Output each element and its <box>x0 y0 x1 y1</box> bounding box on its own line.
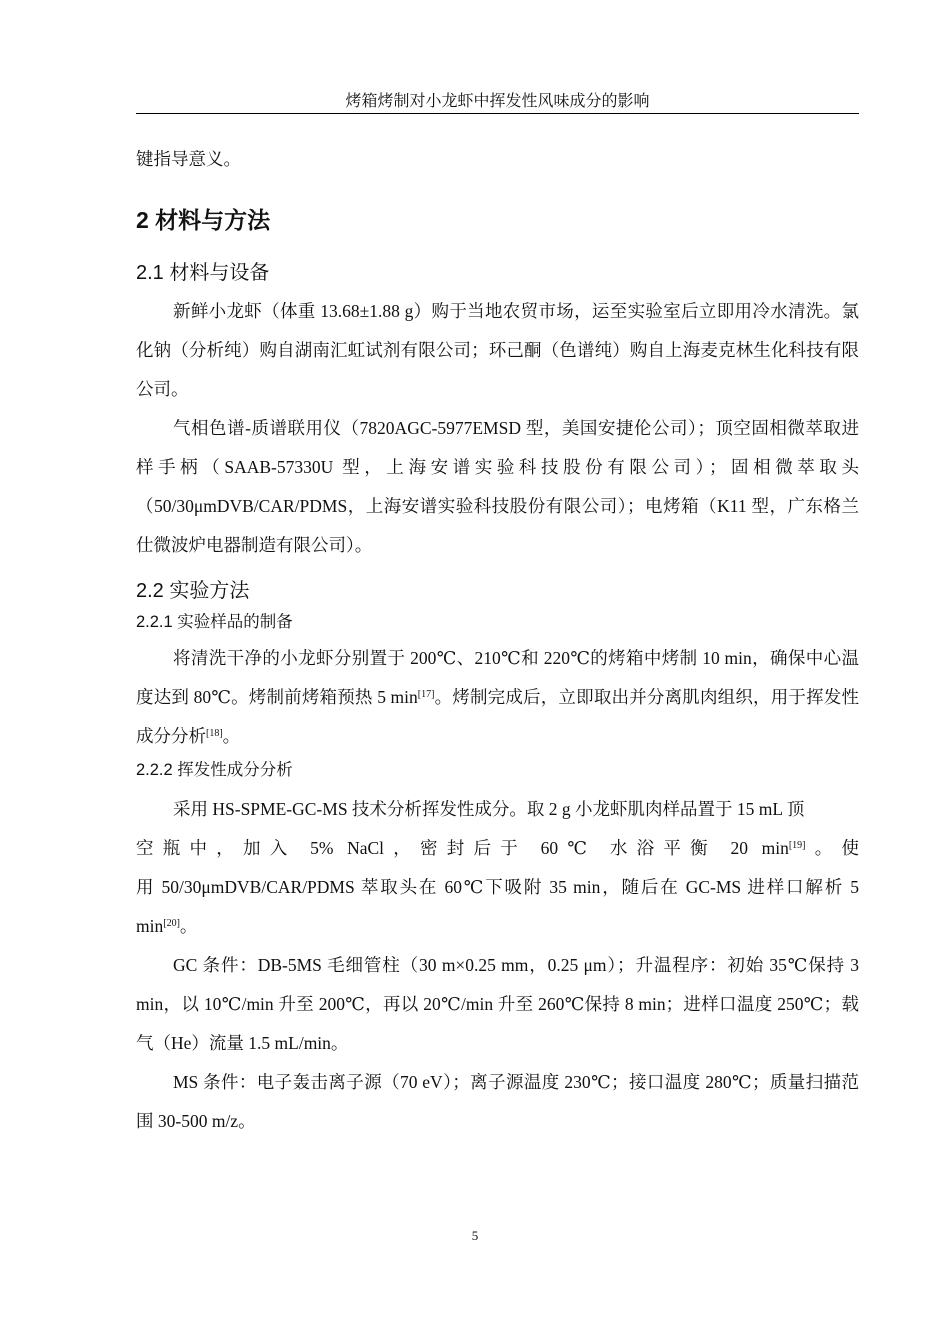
text-run: 。烤制完成后，立即取出并分离肌肉组织，用于挥发性成分分析 <box>136 687 859 746</box>
section-heading-2: 2 材料与方法 <box>136 207 271 233</box>
intro-tail-paragraph: 键指导意义。 <box>136 149 241 169</box>
volatile-analysis-line-1: 采用 HS-SPME-GC-MS 技术分析挥发性成分。取 2 g 小龙虾肌肉样品置于 15 mL 顶 <box>173 799 805 819</box>
running-header: 烤箱烤制对小龙虾中挥发性风味成分的影响 <box>345 93 650 110</box>
text-run: 空瓶中，加入 5% NaCl，密封后于 60℃ 水浴平衡 20 min <box>136 838 789 858</box>
volatile-analysis-line-2 <box>136 829 859 868</box>
header-rule <box>136 113 859 114</box>
citation-ref: [17] <box>417 689 435 700</box>
citation-ref: [18] <box>206 728 223 739</box>
sample-preparation-paragraph <box>136 639 859 756</box>
volatile-analysis-line-3 <box>136 868 859 946</box>
citation-ref: [19] <box>788 840 806 851</box>
text-run: 。 <box>222 726 241 746</box>
subsection-heading-2-1: 2.1 材料与设备 <box>136 262 270 284</box>
citation-ref: [20] <box>163 918 180 929</box>
text-run: 。使 <box>805 838 859 858</box>
gc-conditions-paragraph: GC 条件：DB-5MS 毛细管柱（30 m×0.25 mm，0.25 μm）；升温程序：初始 35℃保持 3 min，以 10℃/min 升至 200℃，再以 20℃/min 升至 260℃保持 8 min；进样口温度 250℃；载气（He）流量 1.5 mL/min。 <box>136 955 859 1053</box>
materials-paragraph: 新鲜小龙虾（体重 13.68±1.88 g）购于当地农贸市场，运至实验室后立即用冷水清洗。氯化钠（分析纯）购自湖南汇虹试剂有限公司；环己酮（色谱纯）购自上海麦克林生化科技有限公司。 <box>136 301 859 399</box>
body-content <box>136 140 859 1141</box>
subsubsection-heading-2-2-2: 2.2.2 挥发性成分分析 <box>136 761 293 779</box>
text-run: 将清洗干净的小龙虾分别置于 200℃、210℃和 220℃的烤箱中烤制 10 min，确保中心温度达到 80℃。烤制前烤箱预热 5 min <box>136 648 859 707</box>
subsubsection-heading-2-2-1: 2.2.1 实验样品的制备 <box>136 613 293 631</box>
page-number: 5 <box>471 1228 479 1243</box>
equipment-paragraph: 气相色谱-质谱联用仪（7820AGC-5977EMSD 型，美国安捷伦公司）；顶空固相微萃取进样手柄（SAAB-57330U 型，上海安谱实验科技股份有限公司）；固相微萃取头（50/30μmDVB/CAR/PDMS，上海安谱实验科技股份有限公司）；电烤箱（K11 型，广东格兰仕微波炉电器制造有限公司）。 <box>136 418 859 555</box>
subsection-heading-2-2: 2.2 实验方法 <box>136 580 250 602</box>
text-run: 用 50/30μmDVB/CAR/PDMS 萃取头在 60℃下吸附 35 min，随后在 GC-MS 进样口解析 5 min <box>136 877 859 936</box>
ms-conditions-paragraph: MS 条件：电子轰击离子源（70 eV）；离子源温度 230℃；接口温度 280℃；质量扫描范围 30-500 m/z。 <box>136 1072 859 1131</box>
text-run: 。 <box>179 916 198 936</box>
